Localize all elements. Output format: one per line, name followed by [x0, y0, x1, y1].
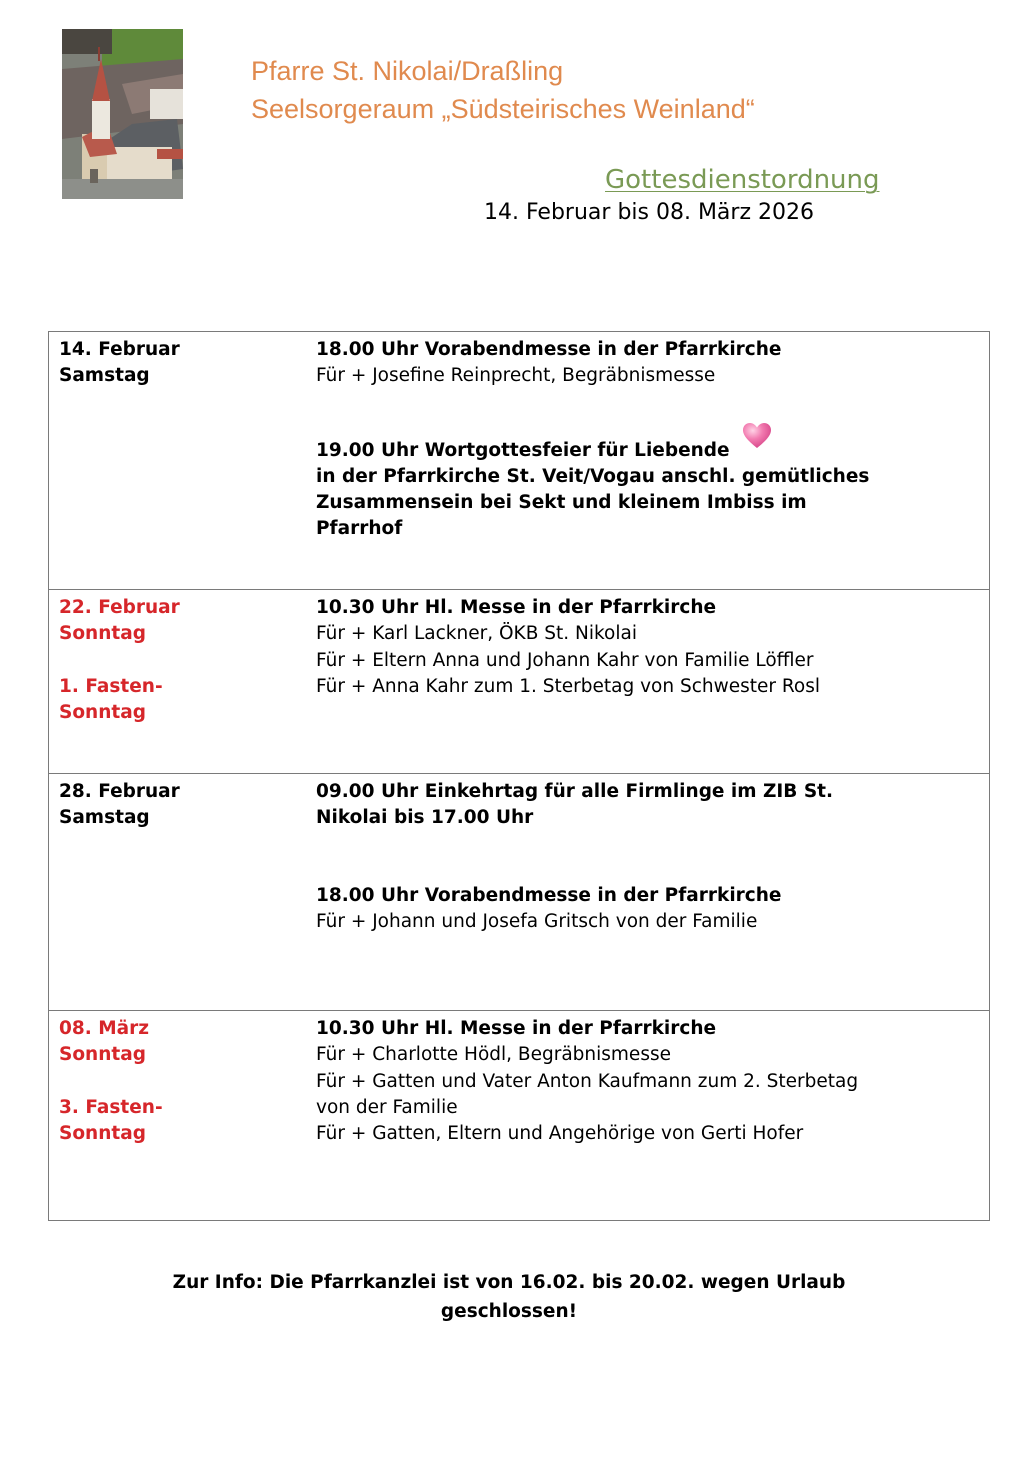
liturgical-note: Sonntag [59, 701, 146, 723]
table-row [49, 1010, 989, 1220]
intention: Für + Charlotte Hödl, Begräbnismesse [316, 1044, 671, 1066]
weekday-label: Sonntag [59, 623, 146, 645]
intention: Für + Josefine Reinprecht, Begräbnismesse [316, 365, 716, 387]
event-title-text: 19.00 Uhr Wortgottesfeier für Liebende [316, 439, 730, 461]
date-label: 22. Februar [59, 597, 180, 618]
intention: von der Familie [316, 1096, 458, 1118]
liturgical-note: 1. Fasten- [59, 675, 163, 697]
office-closed-notice [60, 1268, 958, 1326]
weekday-label: Samstag [59, 365, 150, 387]
schedule-table [48, 331, 990, 1221]
day-cell [49, 1011, 306, 1220]
intention: Für + Eltern Anna und Johann Kahr von Familie Löffler [316, 649, 814, 671]
notice-line-1: Zur Info: Die Pfarrkanzlei ist von 16.02. bis 20.02. wegen Urlaub [172, 1272, 846, 1293]
liturgical-note: Sonntag [59, 1122, 146, 1144]
event-title: 09.00 Uhr Einkehrtag für alle Firmlinge im ZIB St. [316, 781, 834, 802]
event-title-cont: Nikolai bis 17.00 Uhr [316, 807, 534, 829]
events-cell [306, 1011, 989, 1220]
intention: Für + Gatten und Vater Anton Kaufmann zum 2. Sterbetag [316, 1070, 859, 1092]
liturgical-note: 3. Fasten- [59, 1096, 163, 1118]
event-title-cont: Zusammensein bei Sekt und kleinem Imbiss im [316, 492, 807, 514]
event-title: 10.30 Uhr Hl. Messe in der Pfarrkirche [316, 1018, 717, 1039]
day-cell [49, 774, 306, 1010]
heart-icon [742, 422, 772, 458]
page-title: Gottesdienstordnung [605, 165, 880, 195]
parish-name [251, 52, 755, 128]
intention: Für + Johann und Josefa Gritsch von der Familie [316, 910, 758, 932]
event-title [316, 438, 979, 464]
event-title-cont: in der Pfarrkirche St. Veit/Vogau anschl. gemütliches [316, 465, 870, 487]
table-row [49, 773, 989, 1010]
parish-line-1: Pfarre St. Nikolai/Draßling [251, 56, 564, 86]
weekday-label: Sonntag [59, 1044, 146, 1066]
intention: Für + Karl Lackner, ÖKB St. Nikolai [316, 623, 637, 645]
event-title: 18.00 Uhr Vorabendmesse in der Pfarrkirche [316, 339, 782, 360]
event-title: 18.00 Uhr Vorabendmesse in der Pfarrkirche [316, 884, 782, 906]
event-title-cont: Pfarrhof [316, 518, 403, 540]
parish-line-2: Seelsorgeraum „Südsteirisches Weinland“ [251, 94, 755, 124]
date-label: 08. März [59, 1018, 149, 1039]
weekday-label: Samstag [59, 807, 150, 829]
table-row [49, 589, 989, 773]
intention: Für + Gatten, Eltern und Angehörige von Gerti Hofer [316, 1123, 804, 1145]
event-title: 10.30 Uhr Hl. Messe in der Pfarrkirche [316, 597, 717, 618]
events-cell [306, 332, 989, 589]
date-range: 14. Februar bis 08. März 2026 [484, 200, 814, 225]
notice-line-2: geschlossen! [440, 1301, 578, 1322]
events-cell [306, 774, 989, 1010]
table-row [49, 332, 989, 589]
intention: Für + Anna Kahr zum 1. Sterbetag von Schwester Rosl [316, 675, 820, 697]
date-label: 28. Februar [59, 781, 180, 802]
date-label: 14. Februar [59, 339, 180, 360]
events-cell [306, 590, 989, 773]
church-photo [62, 29, 183, 199]
day-cell [49, 332, 306, 589]
day-cell [49, 590, 306, 773]
